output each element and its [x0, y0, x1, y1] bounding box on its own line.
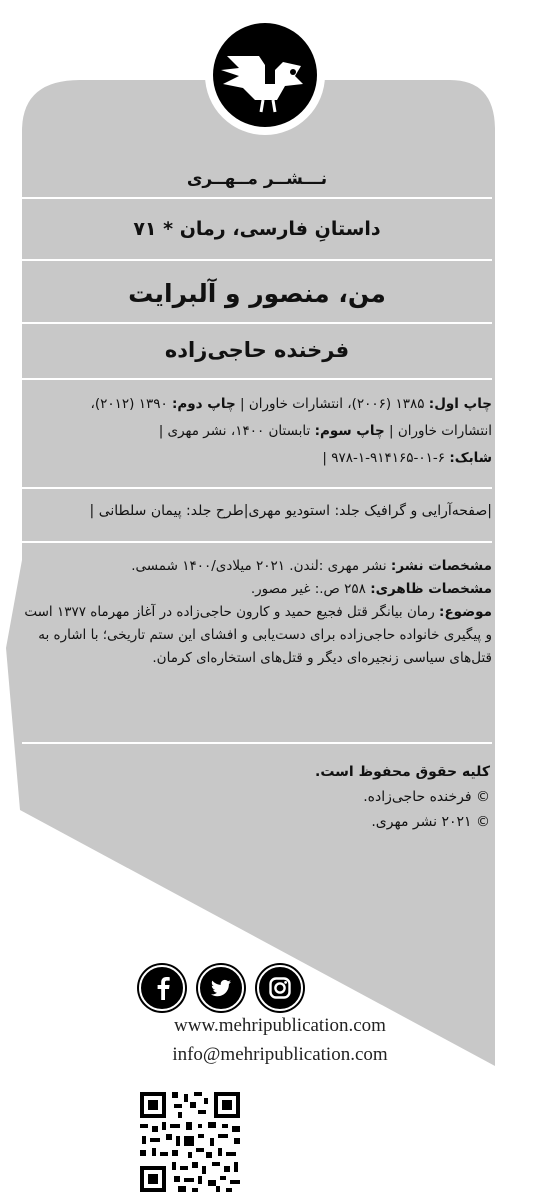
copyright-block	[200, 760, 490, 835]
publisher-logo-bird	[199, 14, 331, 136]
email-link[interactable]: info@mehripublication.com	[172, 1044, 388, 1065]
edition-line-2	[22, 418, 492, 445]
second-edition-value: ۱۳۹۰ (۲۰۱۲)،	[90, 396, 172, 412]
copyright-author: © فرخنده حاجی‌زاده.	[363, 789, 490, 805]
physical-spec-label: مشخصات ظاهری:	[370, 581, 492, 597]
subject-label: موضوع:	[439, 604, 492, 620]
isbn-line	[22, 445, 492, 472]
physical-spec-value: ۲۵۸ ص.: غیر مصور.	[250, 581, 371, 597]
first-edition-value: ۱۳۸۵ (۲۰۰۶)، انتشارات خاوران |	[235, 396, 429, 412]
edition-line-1	[22, 391, 492, 418]
instagram-icon[interactable]	[257, 965, 303, 1011]
isbn-value: ۶-۰۱-۹۱۴۱۶۵-۱-۹۷۸ |	[322, 450, 450, 466]
second-edition-label: چاپ دوم:	[172, 396, 236, 412]
author-name: فرخنده حاجی‌زاده	[164, 338, 350, 362]
book-title: من، منصور و آلبرایت	[128, 279, 386, 308]
copyright-publisher: © ۲۰۲۱ نشر مهری.	[371, 814, 490, 830]
series-line: داستانِ فارسی، رمان * ۷۱	[133, 218, 381, 240]
third-edition-value: تابستان ۱۴۰۰، نشر مهری |	[158, 423, 315, 439]
twitter-icon[interactable]	[198, 965, 244, 1011]
isbn-label: شابک:	[449, 450, 492, 466]
third-edition-label: چاپ سوم:	[314, 423, 385, 439]
facebook-icon[interactable]	[139, 965, 185, 1011]
book-specifications	[22, 555, 496, 670]
publisher-name: نـــشــر مــهــری	[186, 169, 328, 189]
first-edition-label: چاپ اول:	[428, 396, 492, 412]
publication-info	[22, 391, 496, 472]
publishing-spec-label: مشخصات نشر:	[390, 558, 492, 574]
design-credits: |صفحه‌آرایی و گرافیک جلد: استودیو مهری|طرح جلد: پیمان سلطانی |	[89, 503, 492, 519]
second-edition-publisher: انتشارات خاوران |	[384, 423, 492, 439]
publishing-spec-value: نشر مهری :لندن. ۲۰۲۱ میلادی/۱۴۰۰ شمسی.	[131, 558, 391, 574]
qr-code	[138, 1090, 242, 1194]
rights-reserved: کلیه حقوق محفوظ است.	[315, 764, 490, 780]
subject-value: رمان بیانگر قتل فجیع حمید و کارون حاجی‌زاده در آغاز مهرماه ۱۳۷۷ است و پیگیری خانواده حاجی‌زاده برای دست‌یابی و افشای این ستم تاریخی؛ با اشاره به قتل‌های سیاسی زنجیره‌ای دیگر و قتل‌های استخاره‌ای کرمان.	[24, 604, 492, 666]
website-link[interactable]: www.mehripublication.com	[174, 1015, 386, 1036]
